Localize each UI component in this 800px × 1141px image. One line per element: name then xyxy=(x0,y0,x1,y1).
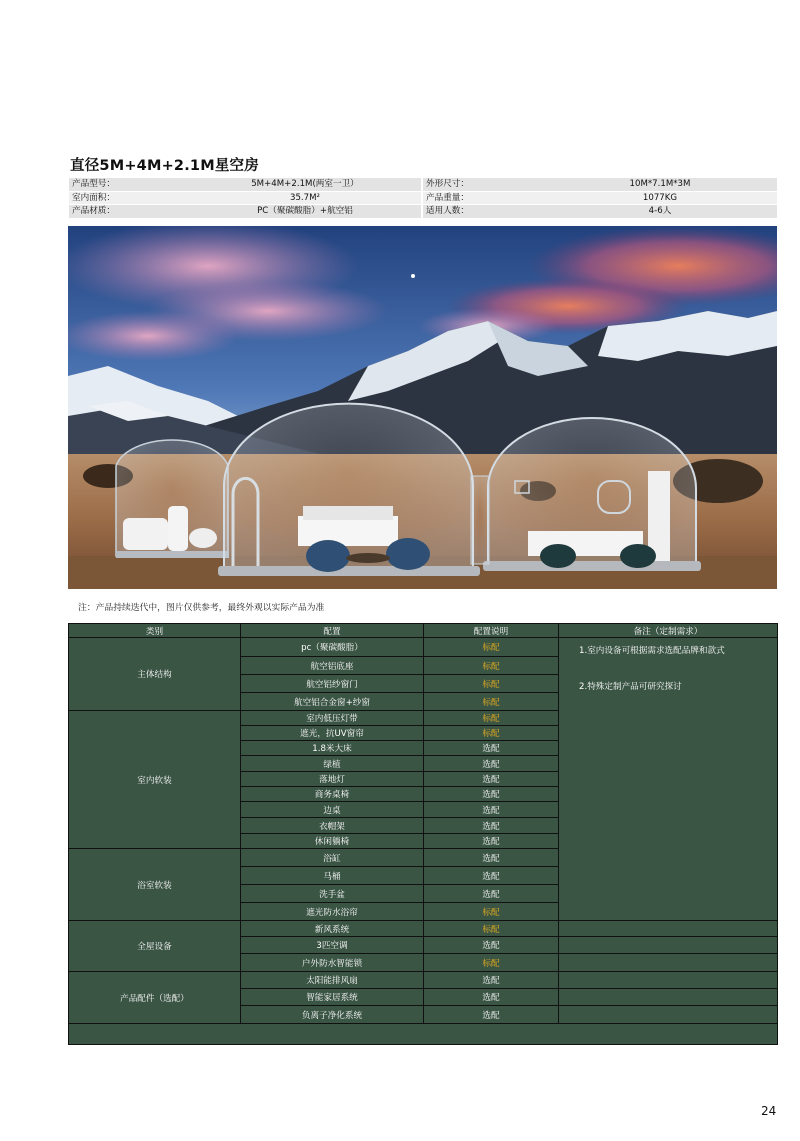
spec-value: 35.7M² xyxy=(290,192,320,203)
spec-row xyxy=(69,178,777,191)
remark-text: 2.特殊定制产品可研究探讨 xyxy=(579,682,682,692)
config-item-cell: 1.8米大床 xyxy=(241,741,424,756)
remark-cell xyxy=(559,972,777,989)
spec-value: 5M+4M+2.1M(两室一卫） xyxy=(251,179,359,189)
disclaimer-note: 注：产品持续迭代中，图片仅供参考，最终外观以实际产品为准 xyxy=(78,603,325,613)
config-status-cell: 选配 xyxy=(424,849,559,867)
spec-label: 产品材质： xyxy=(72,206,115,216)
config-status-cell: 选配 xyxy=(424,756,559,772)
config-item-cell: 商务桌椅 xyxy=(241,787,424,802)
spec-value: 10M*7.1M*3M xyxy=(629,179,691,189)
category-cell: 室内软装 xyxy=(69,711,241,849)
category-cell: 产品配件（选配） xyxy=(69,972,241,1024)
config-item-cell: 航空铝纱窗门 xyxy=(241,675,424,693)
config-item-cell: 新风系统 xyxy=(241,921,424,937)
spec-label: 室内面积： xyxy=(72,192,115,203)
spec-sheet xyxy=(69,178,777,219)
remark-cell xyxy=(559,921,777,937)
config-status-cell: 选配 xyxy=(424,802,559,818)
remark-cell xyxy=(559,989,777,1006)
config-status-cell: 选配 xyxy=(424,1006,559,1024)
config-item-cell: 遮光，抗UV窗帘 xyxy=(241,726,424,741)
config-item-cell: 边桌 xyxy=(241,802,424,818)
page-number: 24 xyxy=(761,1104,777,1118)
table-header-cell: 配置 xyxy=(241,624,424,638)
config-status-cell: 标配 xyxy=(424,675,559,693)
config-item-cell: 休闲躺椅 xyxy=(241,834,424,849)
config-item-cell: 室内低压灯带 xyxy=(241,711,424,726)
config-item-cell: 衣帽架 xyxy=(241,818,424,834)
spec-value: PC（聚碳酸脂）+航空铝 xyxy=(257,206,353,216)
config-status-cell: 选配 xyxy=(424,972,559,989)
config-status-cell: 标配 xyxy=(424,903,559,921)
spec-row xyxy=(69,205,777,218)
spec-row xyxy=(69,192,777,205)
config-status-cell: 选配 xyxy=(424,787,559,802)
config-status-cell: 标配 xyxy=(424,954,559,972)
spec-value: 4-6人 xyxy=(648,206,672,216)
config-status-cell: 选配 xyxy=(424,867,559,885)
table-header-cell: 备注（定制需求） xyxy=(559,624,777,638)
config-item-cell: 户外防水智能锁 xyxy=(241,954,424,972)
spec-label: 适用人数： xyxy=(426,206,469,216)
category-cell: 主体结构 xyxy=(69,638,241,711)
config-item-cell: 负离子净化系统 xyxy=(241,1006,424,1024)
config-status-cell: 标配 xyxy=(424,693,559,711)
spec-label: 外形尺寸： xyxy=(426,179,469,189)
config-status-cell: 选配 xyxy=(424,772,559,787)
config-status-cell: 标配 xyxy=(424,638,559,657)
config-item-cell: 落地灯 xyxy=(241,772,424,787)
config-status-cell: 标配 xyxy=(424,657,559,675)
table-header-cell: 类别 xyxy=(69,624,241,638)
config-item-cell: 马桶 xyxy=(241,867,424,885)
config-status-cell: 选配 xyxy=(424,818,559,834)
remark-cell xyxy=(559,954,777,972)
config-status-cell: 选配 xyxy=(424,937,559,954)
config-table xyxy=(68,623,778,1045)
config-item-cell: 遮光防水浴帘 xyxy=(241,903,424,921)
config-status-cell: 标配 xyxy=(424,726,559,741)
category-cell: 全屋设备 xyxy=(69,921,241,972)
config-item-cell: 绿植 xyxy=(241,756,424,772)
config-item-cell: 太阳能排风扇 xyxy=(241,972,424,989)
remark-cell xyxy=(559,1006,777,1024)
table-header-cell: 配置说明 xyxy=(424,624,559,638)
config-status-cell: 选配 xyxy=(424,834,559,849)
config-status-cell: 选配 xyxy=(424,989,559,1006)
remark-text: 1.室内设备可根据需求选配品牌和款式 xyxy=(579,646,725,656)
remark-cell xyxy=(559,937,777,954)
spec-label: 产品重量： xyxy=(426,192,469,203)
config-item-cell: pc（聚碳酸脂） xyxy=(241,638,424,657)
page-title: 直径5M+4M+2.1M星空房 xyxy=(70,158,259,174)
config-item-cell: 航空铝底座 xyxy=(241,657,424,675)
product-photo xyxy=(68,226,777,589)
config-item-cell: 洗手盆 xyxy=(241,885,424,903)
config-item-cell: 3匹空调 xyxy=(241,937,424,954)
category-cell: 浴室软装 xyxy=(69,849,241,921)
config-status-cell: 选配 xyxy=(424,885,559,903)
spec-label: 产品型号： xyxy=(72,179,115,189)
spec-value: 1077KG xyxy=(642,192,678,203)
config-status-cell: 选配 xyxy=(424,741,559,756)
config-item-cell: 航空铝合金窗+纱窗 xyxy=(241,693,424,711)
config-status-cell: 标配 xyxy=(424,921,559,937)
config-status-cell: 标配 xyxy=(424,711,559,726)
config-item-cell: 浴缸 xyxy=(241,849,424,867)
config-item-cell: 智能家居系统 xyxy=(241,989,424,1006)
